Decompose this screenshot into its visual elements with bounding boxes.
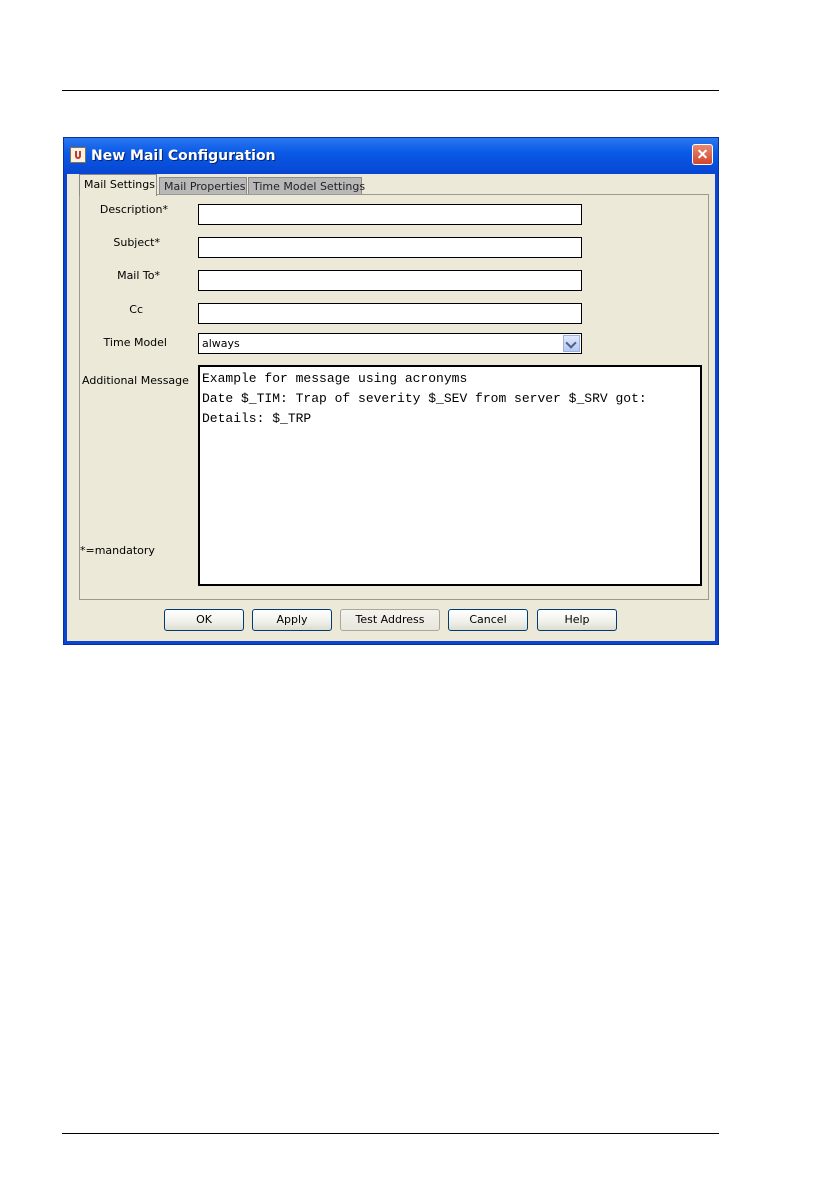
time-model-select[interactable] <box>198 333 582 354</box>
apply-button[interactable]: Apply <box>252 609 332 631</box>
cancel-button[interactable]: Cancel <box>448 609 528 631</box>
close-icon[interactable] <box>692 144 713 165</box>
cc-label: Cc <box>129 303 143 316</box>
dialog-client-area <box>67 174 715 641</box>
chevron-down-icon[interactable] <box>563 335 580 352</box>
ok-button[interactable]: OK <box>164 609 244 631</box>
header-rule <box>62 90 719 91</box>
footer-rule <box>62 1133 719 1134</box>
mail-settings-panel <box>79 194 709 600</box>
dialog-title: New Mail Configuration <box>91 148 276 164</box>
tab-mail-settings[interactable]: Mail Settings <box>79 174 157 196</box>
subject-label: Subject* <box>113 236 160 249</box>
java-app-icon <box>70 147 86 163</box>
tab-mail-properties[interactable]: Mail Properties <box>159 177 247 195</box>
time-model-label: Time Model <box>103 336 167 349</box>
title-bar[interactable] <box>64 138 718 174</box>
mail-to-input[interactable] <box>198 270 582 291</box>
description-label: Description* <box>99 203 168 216</box>
additional-message-label: Additional Message <box>82 374 189 387</box>
tab-time-model-settings[interactable]: Time Model Settings <box>248 177 362 195</box>
mail-to-label: Mail To* <box>117 269 160 282</box>
description-input[interactable] <box>198 204 582 225</box>
additional-message-textarea[interactable]: Example for message using acronyms Date $_TIM: Trap of severity $_SEV from server $_SRV got: Details: $_TRP <box>198 365 702 586</box>
time-model-selected-value: always <box>202 337 240 350</box>
subject-input[interactable] <box>198 237 582 258</box>
test-address-button[interactable]: Test Address <box>340 609 440 631</box>
mail-config-dialog <box>63 137 719 645</box>
cc-input[interactable] <box>198 303 582 324</box>
help-button[interactable]: Help <box>537 609 617 631</box>
mandatory-note: *=mandatory <box>80 544 155 557</box>
